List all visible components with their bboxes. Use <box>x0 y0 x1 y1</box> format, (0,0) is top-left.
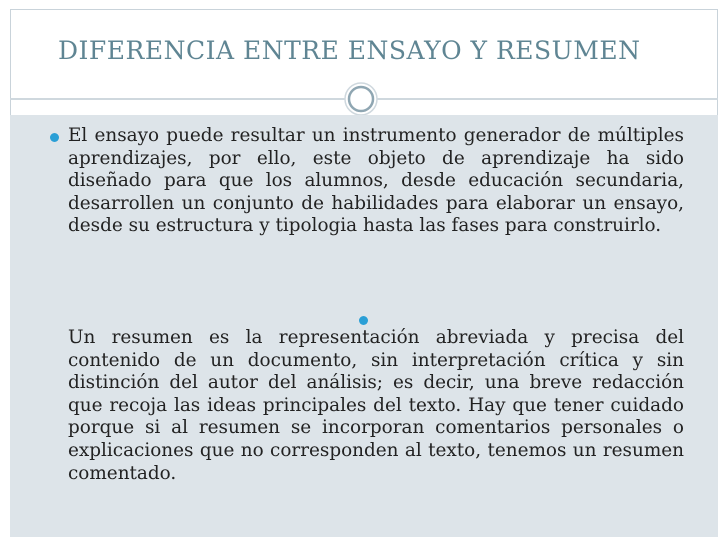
slide-title: DIFERENCIA ENTRE ENSAYO Y RESUMEN <box>58 36 641 65</box>
paragraph-resumen: Un resumen es la representación abreviada y precisa del contenido de un documento, sin interpretación crítica y sin distinción del autor del análisis; es decir, una breve redacción que recoja las ideas principales del texto. Hay que tener cuidado porque si al resumen se incorporan comentarios personales o explicaciones que no corresponden al texto, tenemos un resumen comentado. <box>68 327 684 484</box>
bullet-icon <box>359 316 368 325</box>
divider-ring-icon <box>344 82 378 116</box>
bullet-icon <box>50 133 59 142</box>
paragraph-ensayo: El ensayo puede resultar un instrumento generador de múltiples aprendizajes, por ello, este objeto de aprendizaje ha sido diseñado para que los alumnos, desde educación secundaria, desarrollen un conjunto de habilidades para elaborar un ensayo, desde su estructura y tipologia hasta las fases para construirlo. <box>68 125 684 237</box>
